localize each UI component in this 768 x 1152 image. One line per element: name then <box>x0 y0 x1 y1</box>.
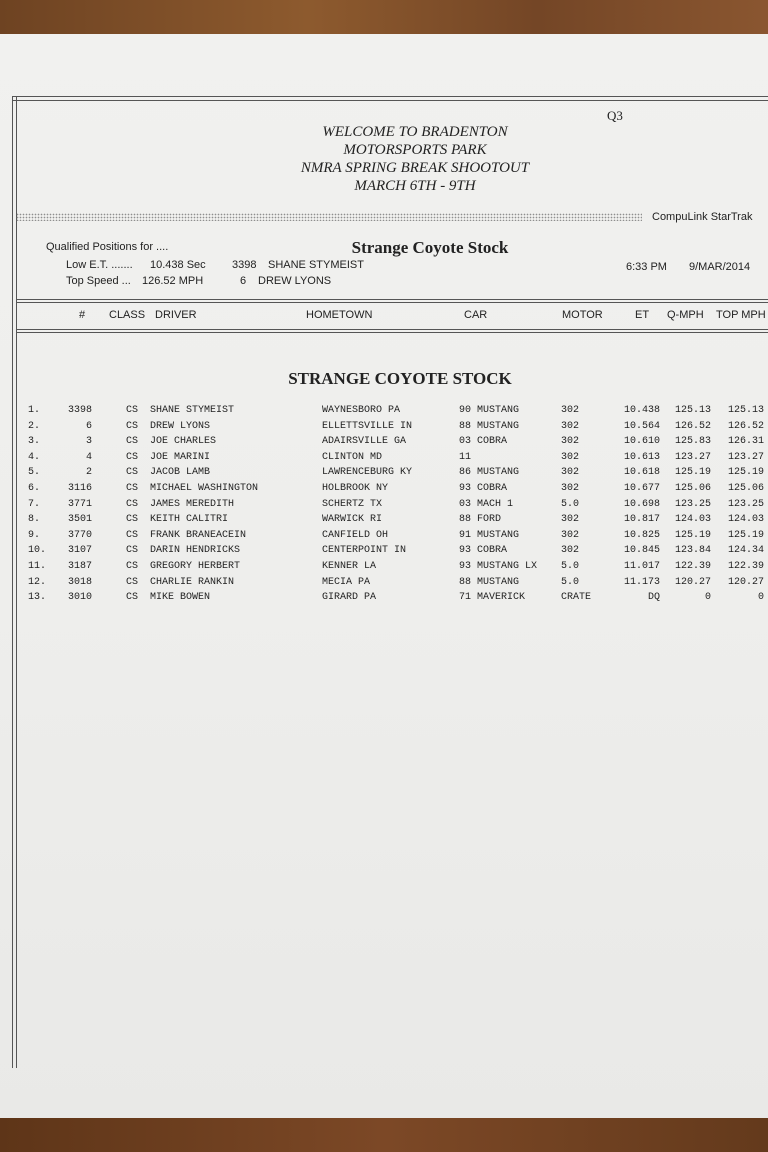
cell-qmph: 123.84 <box>674 545 711 557</box>
table-row <box>0 452 768 468</box>
cell-driver: FRANK BRANEACEIN <box>150 529 247 541</box>
table-row <box>0 467 768 483</box>
cell-car: 88 MUSTANG <box>459 576 520 588</box>
cell-car-number: 3 <box>85 436 92 448</box>
cell-motor: 302 <box>561 405 580 416</box>
col-header-qmph: Q-MPH <box>667 309 704 321</box>
cell-top-mph: 126.31 <box>727 436 764 448</box>
cell-qmph: 122.39 <box>674 561 711 572</box>
cell-position: 2. <box>28 420 41 432</box>
cell-motor: 5.0 <box>561 576 580 588</box>
top-speed-driver: DREW LYONS <box>258 275 332 287</box>
cell-car: 88 MUSTANG <box>459 420 520 432</box>
cell-et: 10.817 <box>623 514 660 526</box>
cell-position: 10. <box>28 545 47 557</box>
cell-car: 91 MUSTANG <box>459 529 520 541</box>
cell-top-mph: 123.25 <box>727 498 764 510</box>
cell-class: CS <box>126 545 139 557</box>
col-header-number: # <box>79 309 86 321</box>
cell-top-mph: 125.19 <box>727 529 764 541</box>
cell-qmph: 125.13 <box>674 405 711 416</box>
cell-car-number: 4 <box>85 451 92 463</box>
wood-surface-top <box>0 0 768 34</box>
top-speed-value: 126.52 MPH <box>142 275 204 287</box>
cell-class: CS <box>126 451 139 463</box>
cell-et: 10.618 <box>623 467 660 479</box>
cell-motor: 5.0 <box>561 561 580 572</box>
cell-driver: KEITH CALITRI <box>150 514 229 526</box>
session-code: Q3 <box>607 108 623 123</box>
cell-et: DQ <box>647 592 660 604</box>
table-row <box>0 514 768 530</box>
cell-et: 10.564 <box>623 420 660 432</box>
cell-hometown: ELLETTSVILLE IN <box>322 420 413 432</box>
cell-et: 10.613 <box>623 451 660 463</box>
table-row <box>0 530 768 546</box>
table-row <box>0 592 768 608</box>
col-header-class: CLASS <box>109 309 146 321</box>
cell-car-number: 3116 <box>67 483 92 494</box>
cell-hometown: ADAIRSVILLE GA <box>322 436 407 448</box>
qualified-positions-label: Qualified Positions for .... <box>46 241 169 253</box>
cell-qmph: 124.03 <box>674 514 711 526</box>
cell-car: 03 COBRA <box>459 436 508 448</box>
cell-hometown: MECIA PA <box>322 576 371 588</box>
cell-car: 11 <box>459 451 472 463</box>
class-title: Strange Coyote Stock <box>351 238 509 257</box>
cell-car-number: 3771 <box>67 498 92 510</box>
cell-qmph: 125.06 <box>674 483 711 494</box>
cell-class: CS <box>126 498 139 510</box>
cell-class: CS <box>126 483 139 494</box>
low-et-driver: SHANE STYMEIST <box>268 259 364 271</box>
cell-top-mph: 120.27 <box>727 576 764 588</box>
cell-position: 1. <box>28 405 41 416</box>
cell-motor: 302 <box>561 529 580 541</box>
cell-position: 9. <box>28 529 41 541</box>
cell-hometown: GIRARD PA <box>322 592 377 604</box>
table-row <box>0 436 768 452</box>
cell-car: 93 COBRA <box>459 483 508 494</box>
wood-surface-bottom <box>0 1118 768 1152</box>
cell-hometown: WARWICK RI <box>322 514 383 526</box>
top-speed-label: Top Speed ... <box>66 275 131 287</box>
cell-et: 10.845 <box>623 545 660 557</box>
cell-et: 10.610 <box>623 436 660 448</box>
cell-car: 93 COBRA <box>459 545 508 557</box>
cell-driver: MIKE BOWEN <box>150 592 211 604</box>
cell-top-mph: 124.03 <box>727 514 764 526</box>
cell-qmph: 126.52 <box>674 420 711 432</box>
table-row <box>0 421 768 437</box>
cell-position: 6. <box>28 483 41 494</box>
frame-top-rule <box>12 96 768 101</box>
cell-hometown: SCHERTZ TX <box>322 498 383 510</box>
cell-hometown: HOLBROOK NY <box>322 483 389 494</box>
header-rule-top-double <box>16 302 768 303</box>
cell-hometown: CENTERPOINT IN <box>322 545 407 557</box>
table-row <box>0 561 768 577</box>
cell-top-mph: 122.39 <box>727 561 764 572</box>
cell-car-number: 6 <box>85 420 92 432</box>
print-date: 9/MAR/2014 <box>689 261 751 273</box>
cell-motor: 302 <box>561 483 580 494</box>
cell-car-number: 3398 <box>67 405 92 416</box>
cell-position: 7. <box>28 498 41 510</box>
print-time: 6:33 PM <box>626 261 667 273</box>
cell-car: 93 MUSTANG LX <box>459 561 538 572</box>
cell-car-number: 3770 <box>67 529 92 541</box>
cell-top-mph: 125.13 <box>727 405 764 416</box>
cell-car: 03 MACH 1 <box>459 498 514 510</box>
cell-class: CS <box>126 405 139 416</box>
cell-class: CS <box>126 514 139 526</box>
table-row <box>0 577 768 593</box>
cell-et: 10.698 <box>623 498 660 510</box>
cell-car-number: 3501 <box>67 514 92 526</box>
table-row <box>0 483 768 499</box>
cell-driver: JOE MARINI <box>150 451 211 463</box>
table-row <box>0 405 768 421</box>
cell-qmph: 125.19 <box>674 467 711 479</box>
cell-driver: JAMES MEREDITH <box>150 498 235 510</box>
vendor-label: CompuLink StarTrak <box>652 211 753 223</box>
cell-et: 11.017 <box>623 561 660 572</box>
cell-top-mph: 125.06 <box>727 483 764 494</box>
cell-motor: CRATE <box>561 592 592 604</box>
header-rule-top <box>16 299 768 300</box>
cell-motor: 302 <box>561 451 580 463</box>
cell-driver: JACOB LAMB <box>150 467 211 479</box>
col-header-car: CAR <box>464 309 488 321</box>
section-title: STRANGE COYOTE STOCK <box>288 369 512 388</box>
cell-position: 11. <box>28 561 47 572</box>
col-header-hometown: HOMETOWN <box>306 309 373 321</box>
low-et-car-number: 3398 <box>232 259 257 271</box>
col-header-et: ET <box>635 309 650 321</box>
col-header-driver: DRIVER <box>155 309 197 321</box>
cell-top-mph: 0 <box>757 592 764 604</box>
cell-motor: 302 <box>561 420 580 432</box>
cell-driver: DREW LYONS <box>150 420 211 432</box>
cell-motor: 302 <box>561 467 580 479</box>
cell-position: 5. <box>28 467 41 479</box>
cell-class: CS <box>126 592 139 604</box>
cell-car-number: 3187 <box>67 561 92 572</box>
cell-top-mph: 123.27 <box>727 451 764 463</box>
cell-hometown: LAWRENCEBURG KY <box>322 467 413 479</box>
cell-hometown: CANFIELD OH <box>322 529 389 541</box>
cell-motor: 302 <box>561 514 580 526</box>
cell-et: 10.825 <box>623 529 660 541</box>
cell-et: 11.173 <box>623 576 660 588</box>
cell-class: CS <box>126 420 139 432</box>
cell-qmph: 0 <box>704 592 711 604</box>
cell-hometown: WAYNESBORO PA <box>322 405 401 416</box>
cell-class: CS <box>126 436 139 448</box>
welcome-line-1: WELCOME TO BRADENTON <box>322 124 508 140</box>
welcome-line-3: NMRA SPRING BREAK SHOOTOUT <box>300 160 530 176</box>
header-rule-bottom <box>16 329 768 330</box>
table-row <box>0 499 768 515</box>
cell-car: 90 MUSTANG <box>459 405 520 416</box>
table-row <box>0 545 768 561</box>
cell-et: 10.677 <box>623 483 660 494</box>
cell-driver: JOE CHARLES <box>150 436 217 448</box>
cell-car-number: 3010 <box>67 592 92 604</box>
cell-top-mph: 124.34 <box>727 545 764 557</box>
cell-top-mph: 125.19 <box>727 467 764 479</box>
cell-et: 10.438 <box>623 405 660 416</box>
cell-qmph: 123.25 <box>674 498 711 510</box>
welcome-line-4: MARCH 6TH - 9TH <box>354 178 476 194</box>
cell-driver: GREGORY HERBERT <box>150 561 241 572</box>
cell-qmph: 125.83 <box>674 436 711 448</box>
cell-position: 3. <box>28 436 41 448</box>
cell-qmph: 125.19 <box>674 529 711 541</box>
cell-qmph: 120.27 <box>674 576 711 588</box>
top-speed-car-number: 6 <box>240 275 247 287</box>
header-rule-bottom-double <box>16 332 768 333</box>
cell-car: 86 MUSTANG <box>459 467 520 479</box>
welcome-line-2: MOTORSPORTS PARK <box>343 142 487 158</box>
cell-position: 8. <box>28 514 41 526</box>
cell-motor: 302 <box>561 545 580 557</box>
cell-car-number: 3107 <box>67 545 92 557</box>
cell-class: CS <box>126 467 139 479</box>
cell-position: 13. <box>28 592 47 604</box>
cell-class: CS <box>126 576 139 588</box>
col-header-motor: MOTOR <box>562 309 603 321</box>
low-et-value: 10.438 Sec <box>150 259 206 271</box>
cell-driver: CHARLIE RANKIN <box>150 576 235 588</box>
low-et-label: Low E.T. ....... <box>66 259 133 271</box>
cell-position: 4. <box>28 451 41 463</box>
cell-driver: DARIN HENDRICKS <box>150 545 241 557</box>
cell-car-number: 2 <box>85 467 92 479</box>
cell-motor: 5.0 <box>561 498 580 510</box>
cell-car-number: 3018 <box>67 576 92 588</box>
cell-car: 71 MAVERICK <box>459 592 526 604</box>
cell-driver: SHANE STYMEIST <box>150 405 235 416</box>
cell-car: 88 FORD <box>459 514 502 526</box>
cell-qmph: 123.27 <box>674 451 711 463</box>
col-header-top-mph: TOP MPH <box>716 309 766 321</box>
cell-position: 12. <box>28 576 47 588</box>
cell-motor: 302 <box>561 436 580 448</box>
cell-class: CS <box>126 561 139 572</box>
cell-top-mph: 126.52 <box>727 420 764 432</box>
dotted-divider <box>16 213 642 221</box>
cell-hometown: CLINTON MD <box>322 451 383 463</box>
cell-driver: MICHAEL WASHINGTON <box>150 483 259 494</box>
cell-class: CS <box>126 529 139 541</box>
cell-hometown: KENNER LA <box>322 561 377 572</box>
